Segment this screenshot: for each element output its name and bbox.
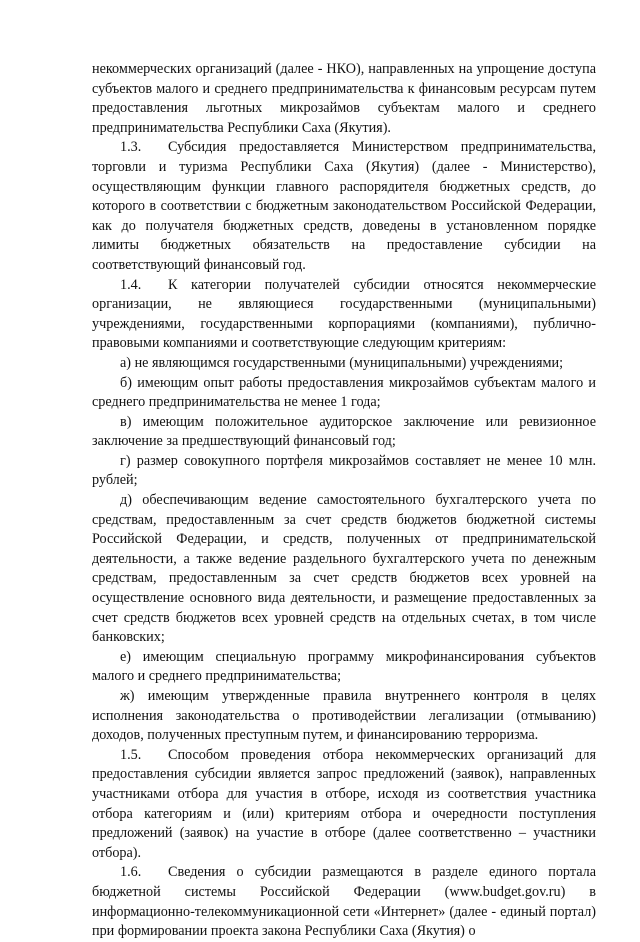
paragraph-intro-continuation: некоммерческих организаций (далее - НКО), направленных на упрощение доступа субъектов малого и среднего предпринимательства к финансовым ресурсам путем предоставления льготных микрозаймов субъектам малого и среднего предпринимательства Республики Саха (Якутия). bbox=[92, 61, 596, 136]
paragraph-number: 1.6. bbox=[120, 864, 142, 881]
criterion-b: б) имеющим опыт работы предоставления микрозаймов субъектам малого и среднего предпринимательства не менее 1 года; bbox=[92, 374, 596, 411]
paragraph-number: 1.4. bbox=[120, 276, 142, 293]
paragraph-1-3: 1.3. Субсидия предоставляется Министерством предпринимательства, торговли и туризма Республики Саха (Якутия) (далее - Министерство), осуществляющим функции главного распорядителя бюджетных средств, до которого в соответствии с бюджетным законодательством Российской Федерации, как до получателя бюджетных средств, доведены в установленном порядке лимиты бюджетных обязательств на предоставление субсидии на соответствующий финансовый год. bbox=[92, 139, 596, 273]
criterion-e: е) имеющим специальную программу микрофинансирования субъектов малого и среднего предпринимательства; bbox=[92, 648, 596, 685]
paragraph-1-5: 1.5. Способом проведения отбора некоммерческих организаций для предоставления субсидии является запрос предложений (заявок), направленных участниками отбора для участия в отборе, исходя из соответствия участника отбора категориям и (или) критериям отбора и очередности поступления предложений (заявок) на участие в отборе (далее соответственно – участники отбора). bbox=[92, 746, 596, 861]
criterion-d: д) обеспечивающим ведение самостоятельного бухгалтерского учета по средствам, предоставленным за счет средств бюджетов бюджетной системы Российской Федерации, и средств, полученных от предпринимательской деятельности, а также ведение раздельного бухгалтерского учета по денежным средствам, предоставленным за счет средств бюджетов всех уровней на осуществление основного вида деятельности, и размещение предоставленных за счет средств бюджетов всех уровней средств на отдельных счетах, в том числе банковских; bbox=[92, 492, 596, 646]
paragraph-1-4: 1.4. К категории получателей субсидии относятся некоммерческие организации, не являющиеся государственными (муниципальными) учреждениями, государственными корпорациями (компаниями), публично-правовыми компаниями и соответствующие следующим критериям: bbox=[92, 276, 596, 352]
document-page bbox=[92, 60, 596, 942]
criterion-a: а) не являющимся государственными (муниципальными) учреждениями; bbox=[120, 354, 564, 371]
paragraph-number: 1.5. bbox=[120, 746, 142, 763]
paragraph-number: 1.3. bbox=[120, 139, 142, 156]
criterion-v: в) имеющим положительное аудиторское заключение или ревизионное заключение за предшествующий финансовый год; bbox=[92, 413, 596, 450]
paragraph-1-6: 1.6. Сведения о субсидии размещаются в разделе единого портала бюджетной системы Российской Федерации (www.budget.gov.ru) в информационно-телекоммуникационной сети «Интернет» (далее - единый портал) при формировании проекта закона Республики Саха (Якутия) о bbox=[92, 864, 596, 940]
criterion-g: г) размер совокупного портфеля микрозаймов составляет не менее 10 млн. рублей; bbox=[92, 452, 596, 489]
criterion-zh: ж) имеющим утвержденные правила внутреннего контроля в целях исполнения законодательства о противодействии легализации (отмыванию) доходов, полученных преступным путем, и финансированию терроризма. bbox=[92, 688, 596, 744]
